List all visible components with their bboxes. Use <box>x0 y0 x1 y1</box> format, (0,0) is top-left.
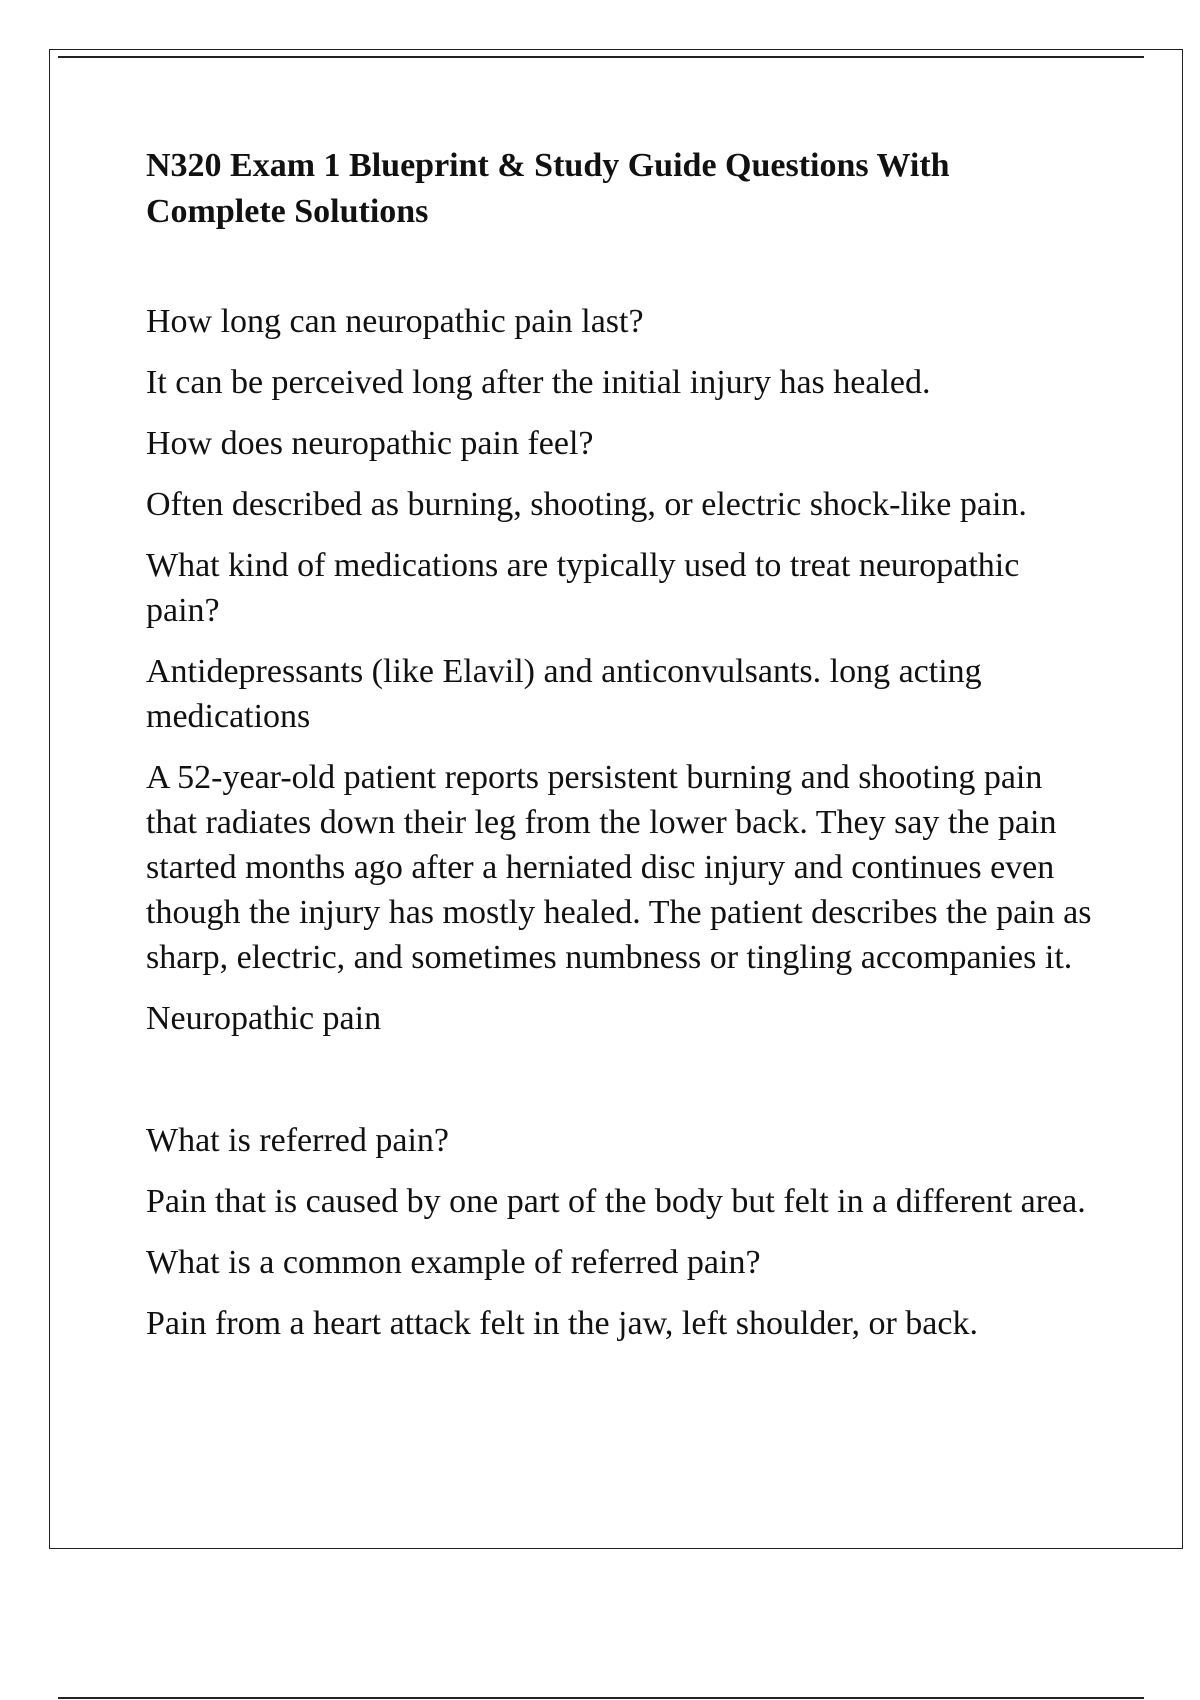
section-gap <box>146 1057 1096 1118</box>
answer: It can be perceived long after the initial injury has healed. <box>146 364 931 401</box>
answer: Neuropathic pain <box>146 1000 382 1037</box>
qa-section-1 <box>146 299 1096 1041</box>
question: How does neuropathic pain feel? <box>146 425 594 462</box>
question: What is referred pain? <box>146 1122 449 1159</box>
question: How long can neuropathic pain last? <box>146 303 644 340</box>
question: What is a common example of referred pain? <box>146 1244 761 1281</box>
bottom-rule <box>58 1697 1144 1699</box>
document-title: N320 Exam 1 Blueprint & Study Guide Questions With Complete Solutions <box>146 147 950 230</box>
qa-section-2 <box>146 1118 1096 1346</box>
question: What kind of medications are typically used to treat neuropathic pain? <box>146 547 1020 629</box>
answer: Pain that is caused by one part of the body but felt in a different area. <box>146 1183 1086 1220</box>
answer: Antidepressants (like Elavil) and anticonvulsants. long acting medications <box>146 653 982 735</box>
top-rule <box>58 56 1144 58</box>
answer: Pain from a heart attack felt in the jaw, left shoulder, or back. <box>146 1305 978 1342</box>
question: A 52-year-old patient reports persistent burning and shooting pain that radiates down their leg from the lower back. They say the pain started months ago after a herniated disc injury and continues even though the injury has mostly healed. The patient describes the pain as sharp, electric, and sometimes numbness or tingling accompanies it. <box>146 759 1092 976</box>
answer: Often described as burning, shooting, or electric shock-like pain. <box>146 486 1027 523</box>
document-content <box>146 143 1096 1362</box>
